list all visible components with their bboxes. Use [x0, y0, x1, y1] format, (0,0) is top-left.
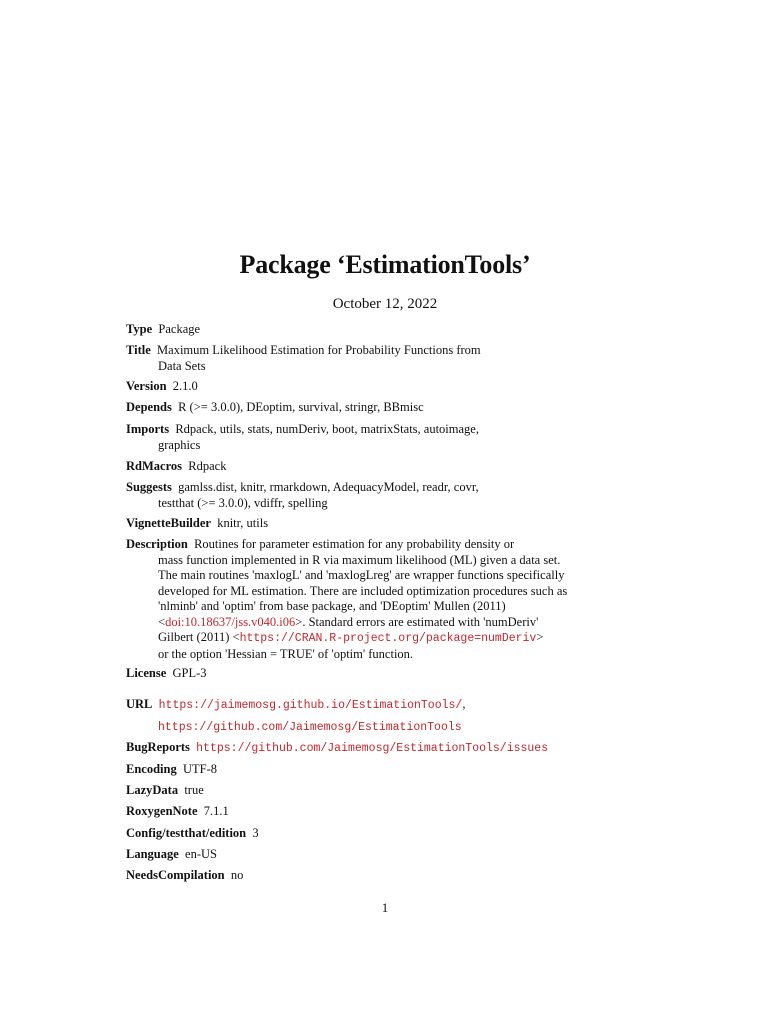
- field-value-continued: Data Sets: [158, 358, 206, 373]
- text: >: [536, 630, 544, 644]
- field-language: [126, 847, 586, 863]
- field-key: Suggests: [126, 480, 172, 494]
- field-encoding: [126, 762, 586, 778]
- field-url: [126, 693, 586, 739]
- field-value: gamlss.dist, knitr, rmarkdown, AdequacyModel, readr, covr,: [178, 480, 479, 494]
- field-value: en-US: [185, 847, 217, 861]
- field-value: true: [184, 783, 204, 797]
- field-key: RoxygenNote: [126, 804, 198, 818]
- field-key: Language: [126, 847, 179, 861]
- field-suggests: [126, 480, 586, 511]
- field-value-continued: [126, 615, 586, 631]
- field-license: [126, 666, 586, 682]
- field-key: Description: [126, 537, 188, 551]
- text: >. Standard errors are estimated with 'numDeriv': [295, 614, 539, 629]
- field-value: 2.1.0: [172, 379, 198, 393]
- field-key: LazyData: [126, 783, 179, 797]
- field-value-continued: or the option 'Hessian = TRUE' of 'optim' function.: [158, 646, 414, 661]
- field-key: RdMacros: [126, 459, 183, 473]
- field-value: R (>= 3.0.0), DEoptim, survival, stringr, BBmisc: [178, 400, 424, 414]
- field-key: NeedsCompilation: [126, 868, 225, 882]
- doi-link[interactable]: doi:10.18637/jss.v040.i06: [165, 614, 296, 629]
- field-lazydata: [126, 783, 586, 799]
- field-value: Rdpack, utils, stats, numDeriv, boot, matrixStats, autoimage,: [175, 422, 479, 436]
- field-value: Rdpack: [188, 459, 227, 473]
- field-depends: [126, 400, 586, 416]
- field-roxygennote: [126, 804, 586, 820]
- field-key: BugReports: [126, 740, 190, 754]
- field-value: no: [230, 868, 244, 882]
- page-title: Package ‘EstimationTools’: [239, 250, 531, 279]
- field-key: Title: [126, 343, 151, 357]
- field-rdmacros: [126, 459, 586, 475]
- field-value-continued: mass function implemented in R via maximum likelihood (ML) given a data set.: [158, 552, 561, 567]
- url-link[interactable]: https://github.com/Jaimemosg/EstimationTools: [158, 721, 462, 734]
- field-imports: [126, 422, 586, 453]
- field-bugreports: [126, 740, 586, 757]
- field-key: Imports: [126, 422, 170, 436]
- field-value-continued: testthat (>= 3.0.0), vdiffr, spelling: [158, 495, 328, 510]
- field-description: [126, 537, 586, 662]
- field-value: Package: [158, 322, 201, 336]
- field-needscompilation: [126, 868, 586, 884]
- text: Gilbert (2011) <: [158, 630, 240, 644]
- field-config-testthat-edition: [126, 826, 586, 842]
- page-number: 1: [381, 900, 389, 915]
- url-separator: ,: [462, 697, 466, 711]
- field-value: 3: [252, 826, 259, 840]
- url-link[interactable]: https://jaimemosg.github.io/EstimationTools/: [158, 699, 463, 712]
- package-date: October 12, 2022: [332, 296, 438, 312]
- field-value-continued: graphics: [158, 437, 201, 452]
- field-value: Maximum Likelihood Estimation for Probability Functions from: [157, 343, 481, 357]
- field-value: Routines for parameter estimation for any probability density or: [194, 537, 515, 551]
- field-value: 7.1.1: [203, 804, 229, 818]
- field-value: UTF-8: [182, 762, 217, 776]
- numderiv-link[interactable]: https://CRAN.R-project.org/package=numDeriv: [239, 632, 537, 645]
- field-key: License: [126, 666, 167, 680]
- field-title: [126, 343, 586, 374]
- field-key: URL: [126, 697, 153, 711]
- field-value-continued: 'nlminb' and 'optim' from base package, and 'DEoptim' Mullen (2011): [158, 599, 506, 613]
- field-key: Encoding: [126, 762, 177, 776]
- bugreports-link[interactable]: https://github.com/Jaimemosg/EstimationTools/issues: [196, 742, 549, 755]
- field-key: Config/testthat/edition: [126, 826, 247, 840]
- field-key: Version: [126, 379, 167, 393]
- field-version: [126, 379, 586, 395]
- field-value: GPL-3: [172, 666, 207, 680]
- field-value-continued: The main routines 'maxlogL' and 'maxlogLreg' are wrapper functions specifically: [158, 568, 565, 582]
- field-type: [126, 322, 586, 338]
- field-value-continued: [126, 630, 586, 647]
- field-vignettebuilder: [126, 516, 586, 532]
- field-key: Type: [126, 322, 153, 336]
- field-value-continued: developed for ML estimation. There are included optimization procedures such as: [158, 583, 568, 598]
- field-key: VignetteBuilder: [126, 516, 211, 530]
- text: <: [158, 614, 166, 629]
- field-value: knitr, utils: [217, 516, 269, 530]
- field-key: Depends: [126, 400, 172, 414]
